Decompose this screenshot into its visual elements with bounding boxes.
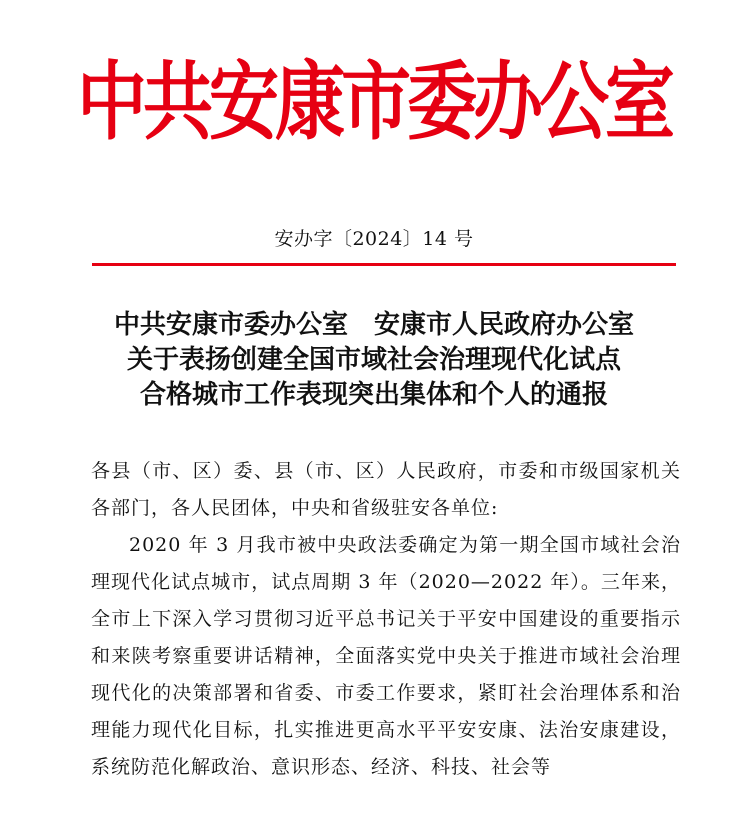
masthead-title: 中共安康市委办公室	[77, 52, 671, 153]
body-paragraph: 2020 年 3 月我市被中央政法委确定为第一期全国市域社会治理现代化试点城市，试点周期 3 年（2020—2022 年）。三年来，全市上下深入学习贯彻习近平总书记关于平安中国建设的重要指示和来陕考察重要讲话精神，全面落实党中央关于推进市域社会治理现代化的决策部署和省委、市委工作要求，紧盯社会治理体系和治理能力现代化目标，扎实推进更高水平平安安康、法治安康建设，系统防范化解政治、意识形态、经济、科技、社会等	[91, 534, 681, 778]
document-body	[91, 453, 681, 786]
document-title	[40, 308, 708, 413]
title-line-2: 关于表扬创建全国市域社会治理现代化试点	[126, 345, 621, 375]
salutation: 各县（市、区）委、县（市、区）人民政府，市委和市级国家机关各部门，各人民团体，中央和省级驻安各单位:	[91, 460, 681, 519]
title-line-3: 合格城市工作表现突出集体和个人的通报	[139, 380, 608, 410]
document-number: 安办字〔2024〕14 号	[274, 228, 474, 250]
title-line-1: 中共安康市委办公室 安康市人民政府办公室	[113, 310, 634, 340]
red-divider-line	[92, 263, 676, 266]
